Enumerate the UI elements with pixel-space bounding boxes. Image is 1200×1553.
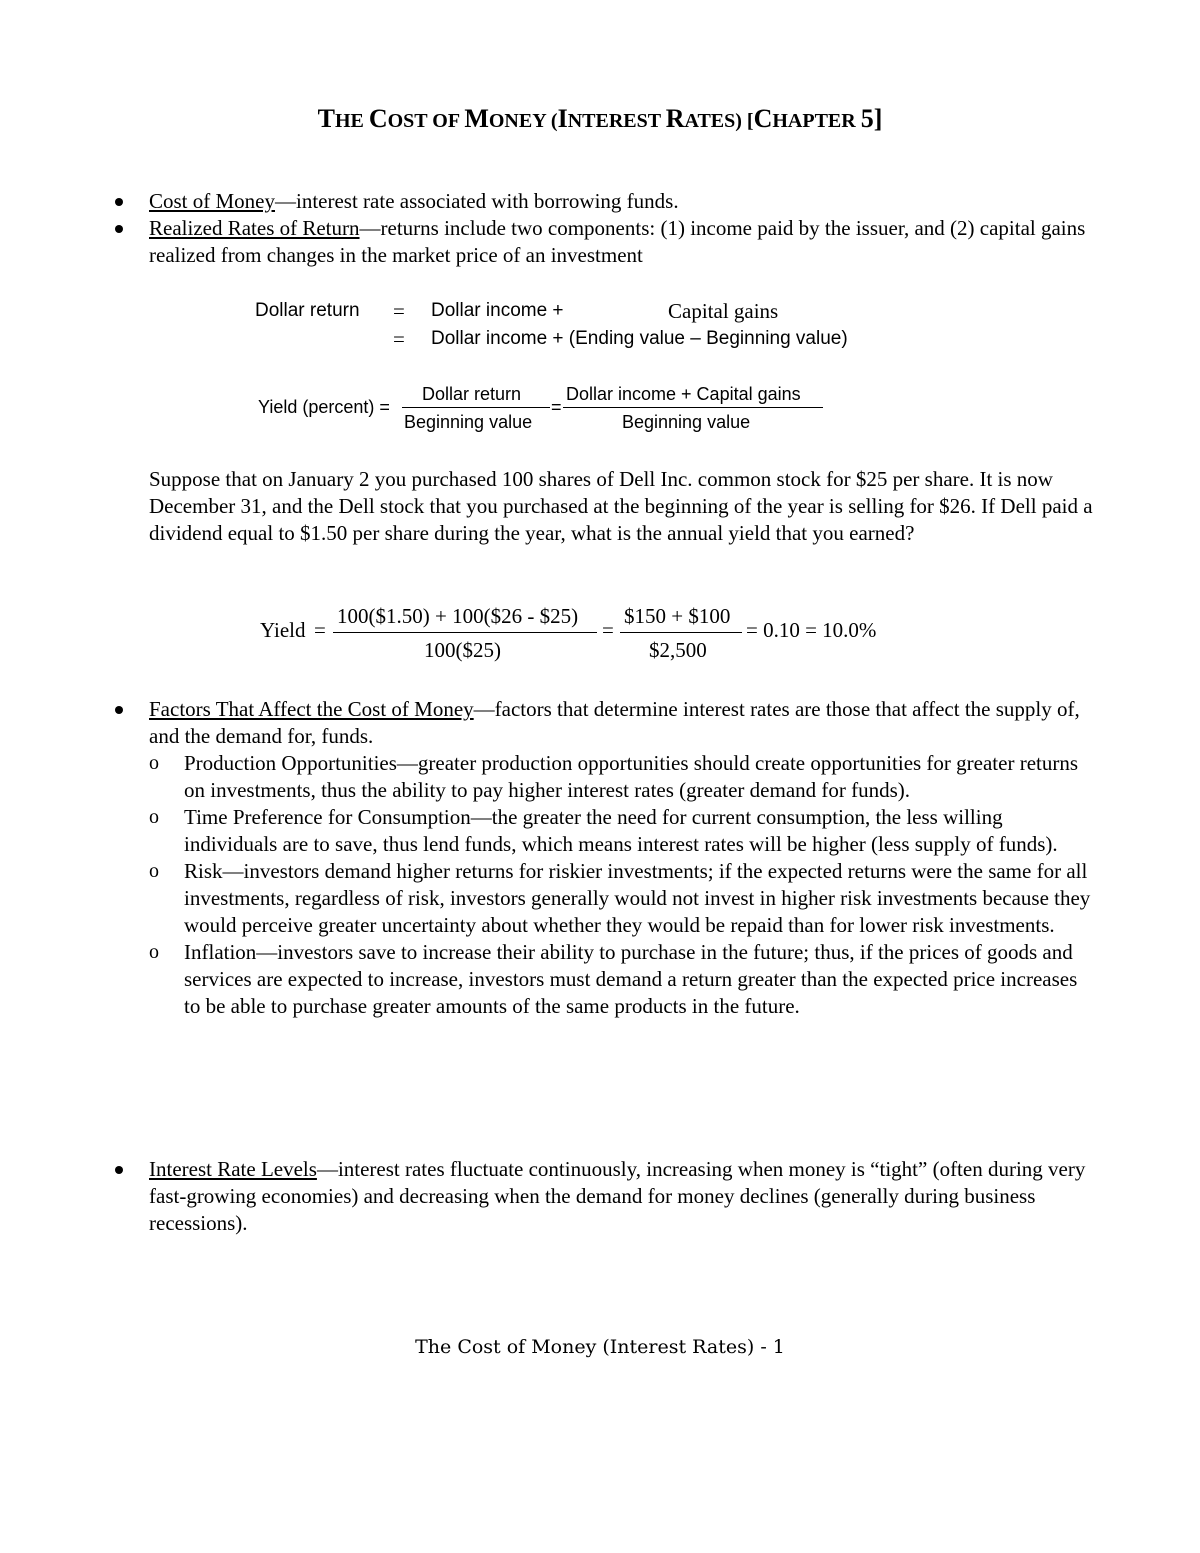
term-cost-of-money: Cost of Money bbox=[149, 189, 275, 213]
term-interest-levels: Interest Rate Levels bbox=[149, 1157, 317, 1181]
interest-levels-section bbox=[112, 1156, 1092, 1237]
factor-time-preference: o Time Preference for Consumption—the greater the need for current consumption, the less willing individuals are to save, thus lend funds, which means interest rates will be higher (less supply of funds). bbox=[149, 804, 1092, 858]
factors-section bbox=[112, 696, 1092, 1020]
fraction-bar bbox=[333, 632, 597, 633]
bullet-interest-levels: Interest Rate Levels—interest rates fluctuate continuously, increasing when money is “tight” (often during very fast-growing economies) and decreasing when the demand for money declines (generally during business recessions). bbox=[112, 1156, 1092, 1237]
bullet-realized-rates: Realized Rates of Return—returns include two components: (1) income paid by the issuer, and (2) capital gains realized from changes in the market price of an investment bbox=[112, 215, 1092, 269]
page-title: THE COST OF MONEY (INTEREST RATES) [CHAPTER 5] bbox=[317, 104, 883, 133]
fraction-bar bbox=[402, 407, 550, 408]
term-realized-rates: Realized Rates of Return bbox=[149, 216, 360, 240]
bullet-cost-of-money: Cost of Money—interest rate associated with borrowing funds. bbox=[112, 188, 1092, 215]
bullet-factors: Factors That Affect the Cost of Money—factors that determine interest rates are those that affect the supply of, and the demand for, funds. o Production Opportunities—greater production opportunities should create opportunities for greater returns on investments, thus the ability to pay higher interest rates (greater demand for funds). o Time Preference for Consumption—the greater the need for current consumption, the less willing individuals are to save, thus lend funds, which means interest rates will be higher (less supply of funds). o Risk—investors demand higher returns for riskier investments; if the expected returns were the same for all investments, regardless of risk, investors generally would not invest in higher risk investments because they would perceive greater uncertainty about whether they would be repaid than for lower risk investments. o Inflation—investors save to increase their ability to purchase in the future; thus, if the prices of goods and services are expected to increase, investors must demand a return greater than the expected price increases to be able to purchase greater amounts of the same products in the future. bbox=[112, 696, 1092, 1020]
example-paragraph: Suppose that on January 2 you purchased 100 shares of Dell Inc. common stock for $25 per share. It is now December 31, and the Dell stock that you purchased at the beginning of the year is selling for $26. If Dell paid a dividend equal to $1.50 per share during the year, what is the annual yield that you earned? bbox=[149, 467, 1093, 545]
term-factors: Factors That Affect the Cost of Money bbox=[149, 697, 474, 721]
fraction-bar bbox=[563, 407, 823, 408]
page-footer: The Cost of Money (Interest Rates) - 1 bbox=[415, 1336, 785, 1358]
factor-production: o Production Opportunities—greater production opportunities should create opportunities for greater returns on investments, thus the ability to pay higher interest rates (greater demand for funds). bbox=[149, 750, 1092, 804]
factor-risk: o Risk—investors demand higher returns for riskier investments; if the expected returns were the same for all investments, regardless of risk, investors generally would not invest in higher risk investments because they would perceive greater uncertainty about whether they would be repaid than for lower risk investments. bbox=[149, 858, 1092, 939]
intro-bullets bbox=[112, 188, 1092, 269]
factor-inflation: o Inflation—investors save to increase their ability to purchase in the future; thus, if the prices of goods and services are expected to increase, investors must demand a return greater than the expected price increases to be able to purchase greater amounts of the same products in the future. bbox=[149, 939, 1092, 1020]
fraction-bar bbox=[620, 632, 742, 633]
